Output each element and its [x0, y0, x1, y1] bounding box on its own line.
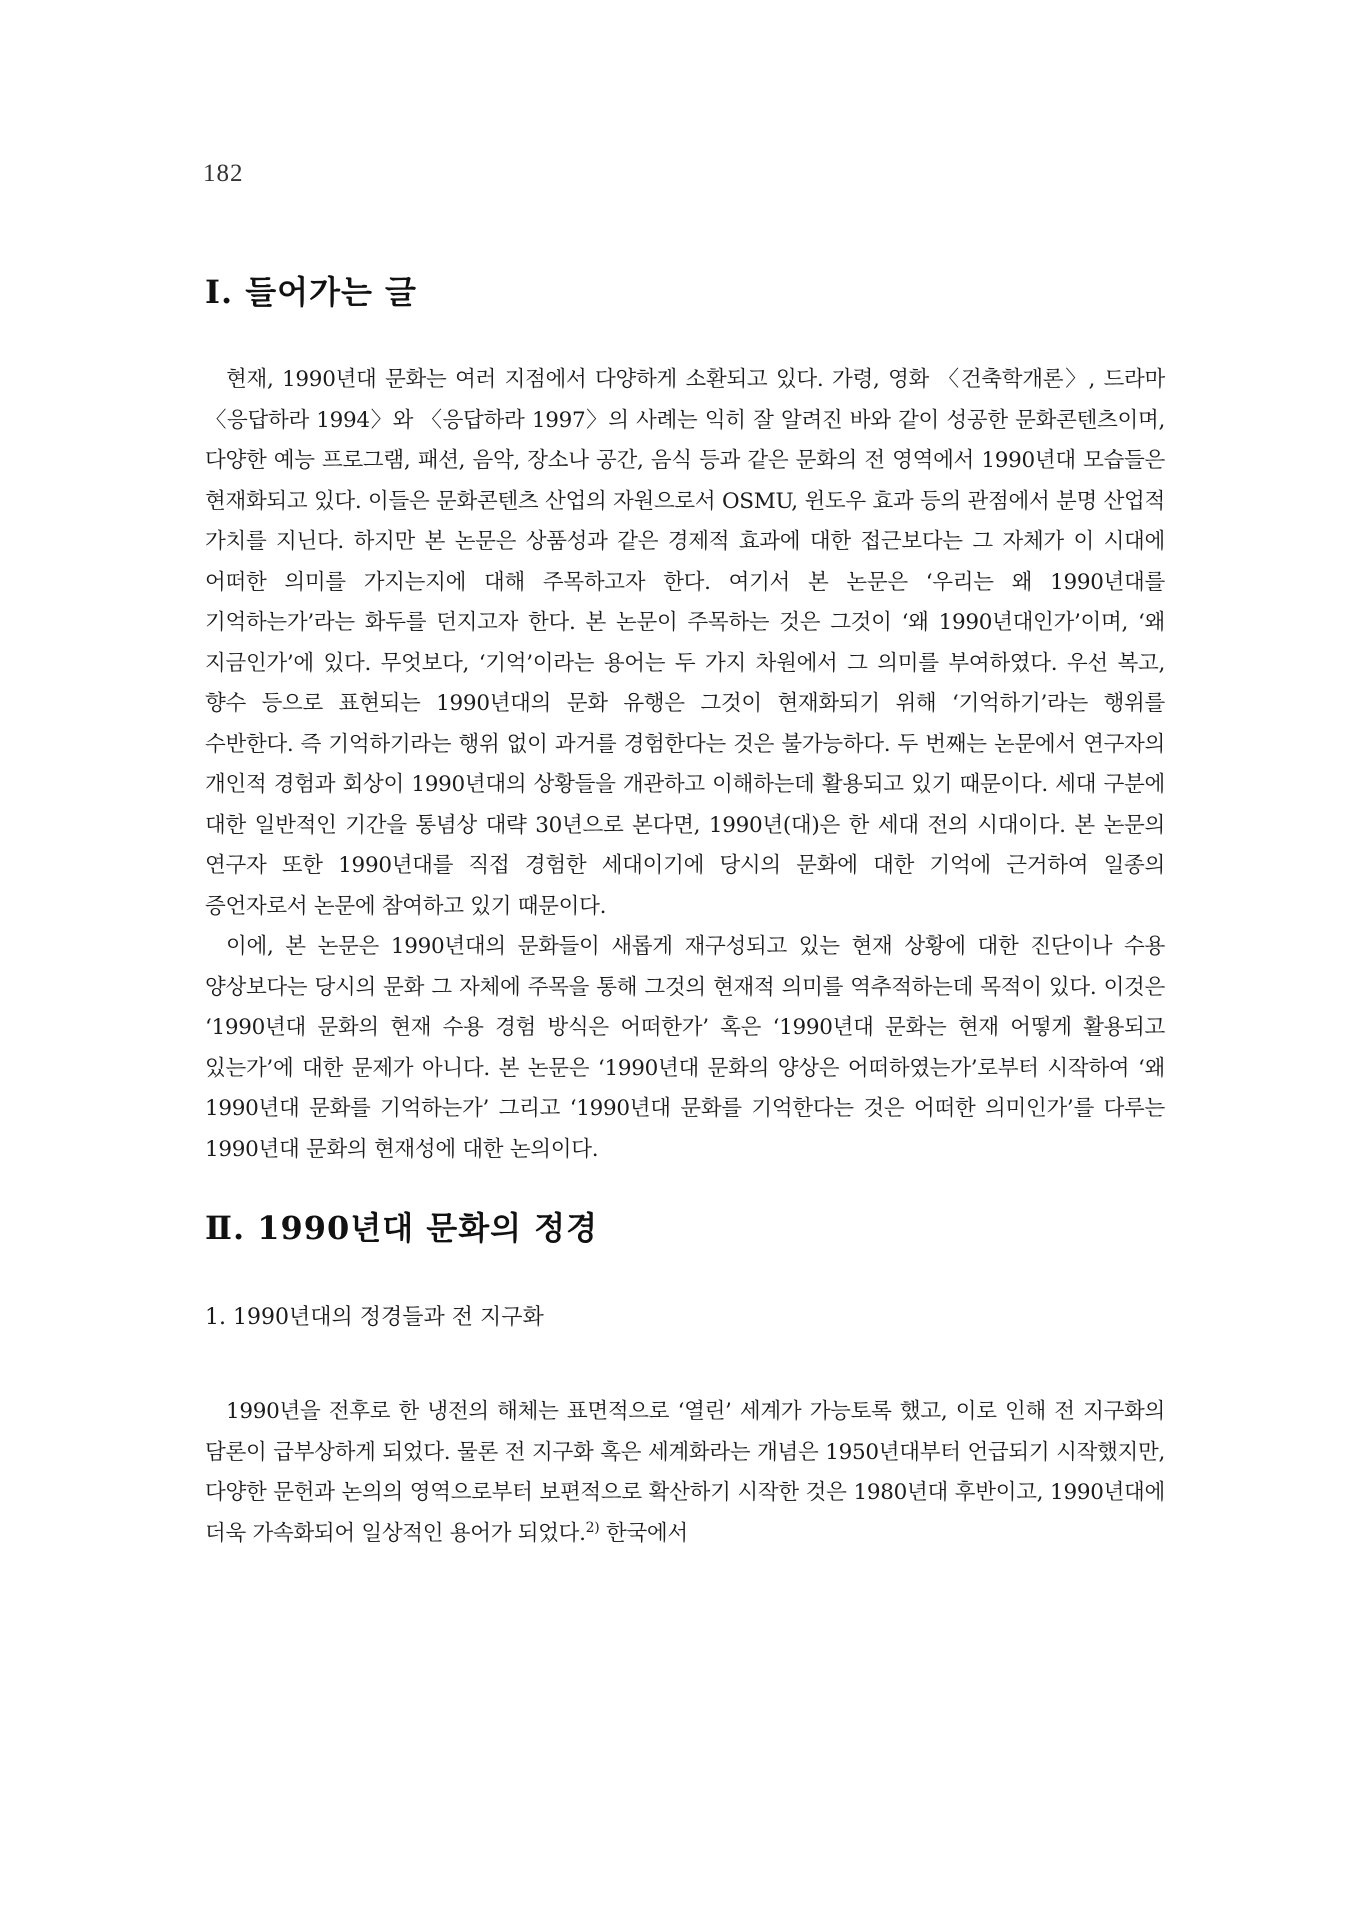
paragraph-globalization	[205, 1392, 1165, 1554]
section-heading-introduction: Ⅰ. 들어가는 글	[205, 273, 417, 311]
paragraph-globalization-tail: 한국에서	[599, 1520, 688, 1546]
page-number: 182	[203, 160, 244, 187]
footnote-marker[interactable]: 2)	[585, 1519, 600, 1536]
paragraph-globalization-text: 1990년을 전후로 한 냉전의 해체는 표면적으로 ‘열린’ 세계가 가능토록 했고, 이로 인해 전 지구화의 담론이 급부상하게 되었다. 물론 전 지구화 혹은 세계화라는 개념은 1950년대부터 언급되기 시작했지만, 다양한 문헌과 논의의 영역으로부터 보편적으로 확산하기 시작한 것은 1980년대 후반이고, 1990년대에 더욱 가속화되어 일상적인 용어가 되었다.	[205, 1399, 1165, 1546]
section-heading-1990s-culture: Ⅱ. 1990년대 문화의 정경	[205, 1209, 598, 1247]
page-body	[205, 262, 1165, 1554]
subsection-heading-globalization: 1. 1990년대의 정경들과 전 지구화	[205, 1305, 544, 1330]
paragraph-intro-1: 현재, 1990년대 문화는 여러 지점에서 다양하게 소환되고 있다. 가령, 영화 〈건축학개론〉, 드라마 〈응답하라 1994〉와 〈응답하라 1997〉의 사례는 익히 잘 알려진 바와 같이 성공한 문화콘텐츠이며, 다양한 예능 프로그램, 패션, 음악, 장소나 공간, 음식 등과 같은 문화의 전 영역에서 1990년대 모습들은 현재화되고 있다. 이들은 문화콘텐츠 산업의 자원으로서 OSMU, 윈도우 효과 등의 관점에서 분명 산업적 가치를 지닌다. 하지만 본 논문은 상품성과 같은 경제적 효과에 대한 접근보다는 그 자체가 이 시대에 어떠한 의미를 가지는지에 대해 주목하고자 한다. 여기서 본 논문은 ‘우리는 왜 1990년대를 기억하는가’라는 화두를 던지고자 한다. 본 논문이 주목하는 것은 그것이 ‘왜 1990년대인가’이며, ‘왜 지금인가’에 있다. 무엇보다, ‘기억’이라는 용어는 두 가지 차원에서 그 의미를 부여하였다. 우선 복고, 향수 등으로 표현되는 1990년대의 문화 유행은 그것이 현재화되기 위해 ‘기억하기’라는 행위를 수반한다. 즉 기억하기라는 행위 없이 과거를 경험한다는 것은 불가능하다. 두 번째는 논문에서 연구자의 개인적 경험과 회상이 1990년대의 상황들을 개관하고 이해하는데 활용되고 있기 때문이다. 세대 구분에 대한 일반적인 기간을 통념상 대략 30년으로 본다면, 1990년(대)은 한 세대 전의 시대이다. 본 논문의 연구자 또한 1990년대를 직접 경험한 세대이기에 당시의 문화에 대한 기억에 근거하여 일종의 증언자로서 논문에 참여하고 있기 때문이다.	[205, 367, 1165, 919]
paragraph-intro-2: 이에, 본 논문은 1990년대의 문화들이 새롭게 재구성되고 있는 현재 상황에 대한 진단이나 수용 양상보다는 당시의 문화 그 자체에 주목을 통해 그것의 현재적 의미를 역추적하는데 목적이 있다. 이것은 ‘1990년대 문화의 현재 수용 경험 방식은 어떠한가’ 혹은 ‘1990년대 문화는 현재 어떻게 활용되고 있는가’에 대한 문제가 아니다. 본 논문은 ‘1990년대 문화의 양상은 어떠하였는가’로부터 시작하여 ‘왜 1990년대 문화를 기억하는가’ 그리고 ‘1990년대 문화를 기억한다는 것은 어떠한 의미인가’를 다루는 1990년대 문화의 현재성에 대한 논의이다.	[205, 934, 1165, 1162]
